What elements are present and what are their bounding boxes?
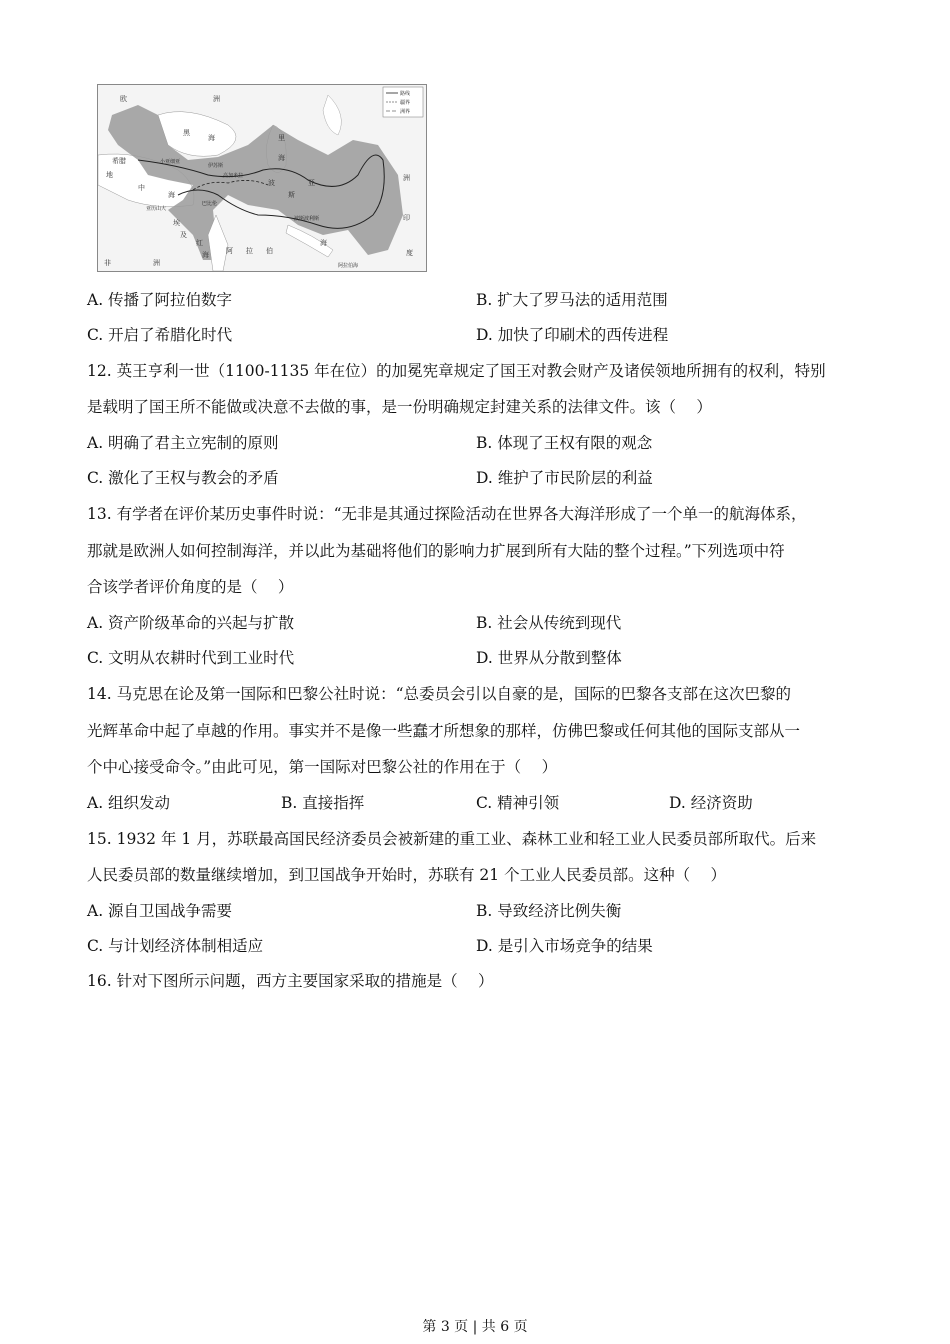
map-label: 海	[208, 134, 215, 142]
q15-option-c[interactable]: C. 与计划经济体制相适应	[87, 937, 264, 955]
legend-continent-line: 洲界	[400, 109, 411, 115]
map-label: 小亚细亚	[160, 159, 181, 165]
q15-option-a[interactable]: A. 源自卫国战争需要	[87, 902, 233, 920]
q14-stem-line3: 个中心接受命令。”由此可见，第一国际对巴黎公社的作用在于（ ）	[87, 758, 558, 776]
q15-option-d[interactable]: D. 是引入市场竞争的结果	[476, 937, 653, 955]
q11-option-c[interactable]: C. 开启了希腊化时代	[87, 326, 233, 344]
map-label: 黑	[183, 129, 190, 137]
map-label: 非	[104, 259, 111, 267]
map-label: 波斯波利斯	[294, 216, 320, 222]
q13-option-c[interactable]: C. 文明从农耕时代到工业时代	[87, 649, 295, 667]
map-label: 海	[320, 239, 327, 247]
q13-option-a[interactable]: A. 资产阶级革命的兴起与扩散	[87, 614, 295, 632]
legend-boundary: 疆界	[400, 100, 411, 106]
map-label: 海	[168, 191, 175, 199]
map-label: 伯	[266, 247, 273, 255]
map-label: 洲	[153, 259, 160, 267]
map-label: 中	[138, 184, 145, 192]
q13-stem-line3: 合该学者评价角度的是（ ）	[87, 578, 294, 596]
q14-option-b[interactable]: B. 直接指挥	[281, 794, 365, 812]
map-label: 印	[403, 214, 410, 222]
q14-stem-line1: 14. 马克思在论及第一国际和巴黎公社时说：“总委员会引以自豪的是，国际的巴黎各支部在这次巴黎的	[87, 685, 792, 703]
q14-option-a[interactable]: A. 组织发动	[87, 794, 171, 812]
map-label: 希腊	[112, 157, 126, 165]
map-label: 里	[278, 134, 285, 142]
q12-option-a[interactable]: A. 明确了君主立宪制的原则	[87, 434, 279, 452]
q11-option-d[interactable]: D. 加快了印刷术的西传进程	[476, 326, 669, 344]
map-label: 阿	[226, 247, 233, 255]
map-label: 洲	[213, 95, 220, 103]
map-label: 亚	[308, 179, 315, 187]
q14-stem-line2: 光辉革命中起了卓越的作用。事实并不是像一些蠢才所想象的那样，仿佛巴黎或任何其他的国际支部从一	[87, 722, 801, 740]
map-label: 波	[268, 179, 275, 187]
historical-map	[97, 84, 427, 272]
q11-option-a[interactable]: A. 传播了阿拉伯数字	[87, 291, 233, 309]
map-label: 欧	[120, 95, 127, 103]
q14-option-d[interactable]: D. 经济资助	[669, 794, 753, 812]
q12-stem-line1: 12. 英王亨利一世（1100-1135 年在位）的加冕宪章规定了国王对教会财产及诸侯领地所拥有的权利，特别	[87, 362, 826, 380]
map-label: 伊苏斯	[208, 163, 224, 169]
q13-stem-line1: 13. 有学者在评价某历史事件时说：“无非是其通过探险活动在世界各大海洋形成了一个单一的航海体系，	[87, 505, 807, 523]
q13-option-d[interactable]: D. 世界从分散到整体	[476, 649, 622, 667]
map-label: 洲	[403, 174, 410, 182]
map-label: 斯	[288, 191, 295, 199]
map-label: 拉	[246, 247, 253, 255]
map-drawing	[98, 85, 426, 271]
map-label: 巴比伦	[202, 201, 218, 207]
q13-stem-line2: 那就是欧洲人如何控制海洋，并以此为基础将他们的影响力扩展到所有大陆的整个过程。”下列选项中符	[87, 542, 785, 560]
map-label: 红	[196, 239, 203, 247]
q12-option-c[interactable]: C. 激化了王权与教会的矛盾	[87, 469, 279, 487]
map-label: 地	[106, 171, 113, 179]
map-label: 高加米拉	[223, 173, 244, 179]
q12-option-b[interactable]: B. 体现了王权有限的观念	[476, 434, 653, 452]
q11-option-b[interactable]: B. 扩大了罗马法的适用范围	[476, 291, 668, 309]
map-label: 亚历山大	[146, 206, 167, 212]
q15-stem-line2: 人民委员部的数量继续增加，到卫国战争开始时，苏联有 21 个工业人民委员部。这种（ ）	[87, 866, 727, 884]
q15-option-b[interactable]: B. 导致经济比例失衡	[476, 902, 622, 920]
q14-option-c[interactable]: C. 精神引领	[476, 794, 560, 812]
map-label: 埃	[173, 219, 180, 227]
map-label: 海	[202, 251, 209, 259]
map-label: 海	[278, 154, 285, 162]
q15-stem-line1: 15. 1932 年 1 月，苏联最高国民经济委员会被新建的重工业、森林工业和轻工业人民委员部所取代。后来	[87, 830, 817, 848]
q12-stem-line2: 是载明了国王所不能做或决意不去做的事，是一份明确规定封建关系的法律文件。该（ ）	[87, 398, 712, 416]
q12-option-d[interactable]: D. 维护了市民阶层的利益	[476, 469, 653, 487]
q16-stem-line1: 16. 针对下图所示问题，西方主要国家采取的措施是（ ）	[87, 972, 494, 990]
q13-option-b[interactable]: B. 社会从传统到现代	[476, 614, 622, 632]
legend-route: 路线	[400, 91, 411, 97]
page-footer: 第 3 页 | 共 6 页	[422, 1319, 528, 1335]
map-label: 阿拉伯海	[338, 263, 359, 269]
map-label: 度	[406, 249, 413, 257]
map-label: 及	[180, 231, 187, 239]
